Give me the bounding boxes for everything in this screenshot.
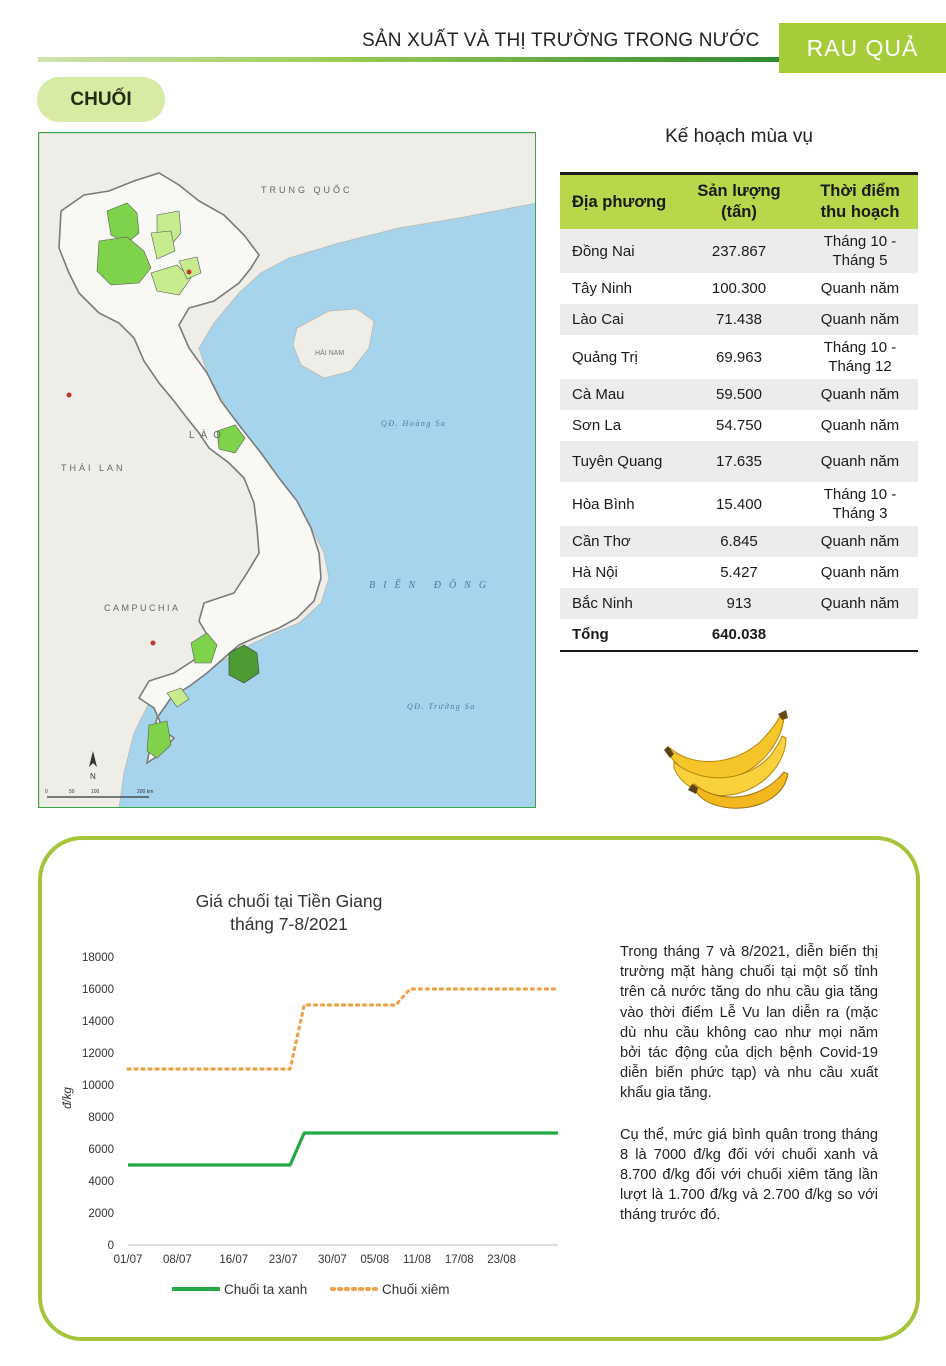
table-row xyxy=(560,273,918,304)
cell-locality: Cần Thơ xyxy=(560,526,676,557)
banana-illustration xyxy=(660,706,792,810)
cell-output: 237.867 xyxy=(676,229,802,273)
market-commentary xyxy=(620,942,878,1247)
cell-harvest: Quanh năm xyxy=(802,410,918,441)
phnom-penh-marker xyxy=(151,641,156,646)
header-rule xyxy=(38,57,780,62)
total-harvest xyxy=(802,619,918,651)
y-tick-label: 4000 xyxy=(88,1176,114,1188)
crop-plan-table xyxy=(560,172,918,652)
col-header-output: Sản lượng (tấn) xyxy=(676,174,802,230)
commodity-badge: CHUỐI xyxy=(37,77,165,122)
cell-output: 100.300 xyxy=(676,273,802,304)
y-tick-label: 18000 xyxy=(82,952,114,964)
cell-locality: Bắc Ninh xyxy=(560,588,676,619)
table-row xyxy=(560,588,918,619)
y-tick-label: 16000 xyxy=(82,984,114,996)
cell-locality: Quảng Trị xyxy=(560,335,676,379)
x-tick-label: 16/07 xyxy=(219,1254,249,1266)
y-tick-label: 8000 xyxy=(88,1112,114,1124)
table-row xyxy=(560,229,918,273)
cell-locality: Tây Ninh xyxy=(560,273,676,304)
price-line-chart xyxy=(50,885,570,1315)
col-header-locality: Địa phương xyxy=(560,174,676,230)
legend-label-chuoi-ta-xanh: Chuối ta xanh xyxy=(224,1282,308,1297)
cell-harvest: Quanh năm xyxy=(802,526,918,557)
cell-output: 71.438 xyxy=(676,304,802,335)
table-row xyxy=(560,335,918,379)
cell-harvest: Quanh năm xyxy=(802,304,918,335)
cell-output: 59.500 xyxy=(676,379,802,410)
map-label-hoang-sa: QĐ. Hoàng Sa xyxy=(381,419,447,428)
legend-label-chuoi-xiem: Chuối xiêm xyxy=(382,1282,450,1297)
total-output: 640.038 xyxy=(676,619,802,651)
vientiane-marker xyxy=(67,393,72,398)
x-tick-label: 23/08 xyxy=(487,1254,516,1266)
map-label-china: TRUNG QUỐC xyxy=(261,185,353,195)
cell-output: 17.635 xyxy=(676,441,802,482)
table-total-row xyxy=(560,619,918,651)
map-label-hainan: HẢI NAM xyxy=(315,350,345,357)
cell-harvest: Quanh năm xyxy=(802,273,918,304)
map-label-cambodia: CAMPUCHIA xyxy=(104,603,181,613)
x-tick-label: 11/08 xyxy=(403,1254,431,1266)
cell-harvest: Quanh năm xyxy=(802,557,918,588)
capital-marker xyxy=(187,270,192,275)
map-label-laos: LÀO xyxy=(189,430,228,441)
cell-harvest: Tháng 10 - Tháng 12 xyxy=(802,335,918,379)
x-tick-label: 08/07 xyxy=(162,1254,192,1266)
x-tick-label: 05/08 xyxy=(360,1254,390,1266)
x-tick-label: 17/08 xyxy=(444,1254,474,1266)
x-tick-label: 23/07 xyxy=(268,1254,298,1266)
commentary-paragraph-1: Trong tháng 7 và 8/2021, diễn biến thị trường mặt hàng chuối tại một số tỉnh trên cả nước tăng do nhu cầu gia tăng vào thời điểm Lễ Vu lan diễn ra (mặc dù nhu cầu không cao như mọi năm bởi tác động của dịch bệnh Covid-19 diễn biến phức tạp) và nhu cầu xuất khẩu gia tăng. xyxy=(620,944,878,1102)
chart-title-line2: tháng 7-8/2021 xyxy=(230,914,348,934)
table-row xyxy=(560,410,918,441)
commentary-paragraph-2: Cụ thể, mức giá bình quân trong tháng 8 là 7000 đ/kg đối với chuối xanh và 8.700 đ/kg đối với chuối xiêm tăng lần lượt là 1.700 đ/kg và 2.700 đ/kg so với tháng trước đó. xyxy=(620,1126,878,1224)
cell-locality: Hà Nội xyxy=(560,557,676,588)
cell-output: 6.845 xyxy=(676,526,802,557)
cell-harvest: Tháng 10 - Tháng 5 xyxy=(802,229,918,273)
chart-title-line1: Giá chuối tại Tiền Giang xyxy=(195,891,383,911)
col-header-harvest: Thời điểm thu hoạch xyxy=(802,174,918,230)
x-tick-label: 30/07 xyxy=(318,1254,347,1266)
cell-locality: Sơn La xyxy=(560,410,676,441)
y-tick-label: 2000 xyxy=(88,1208,114,1220)
cell-harvest: Quanh năm xyxy=(802,588,918,619)
section-tag: RAU QUẢ xyxy=(779,23,946,73)
cell-locality: Tuyên Quang xyxy=(560,441,676,482)
scale-label-0: 0 xyxy=(45,789,48,795)
cell-harvest: Quanh năm xyxy=(802,441,918,482)
map-label-thailand: THÁI LAN xyxy=(61,463,126,473)
y-axis-label: đ/kg xyxy=(62,1087,74,1109)
cell-locality: Cà Mau xyxy=(560,379,676,410)
north-label: N xyxy=(90,772,96,781)
cell-locality: Hòa Bình xyxy=(560,482,676,526)
y-tick-label: 0 xyxy=(107,1240,114,1252)
table-row xyxy=(560,441,918,482)
cell-locality: Lào Cai xyxy=(560,304,676,335)
series-line-chuoi-xiem xyxy=(128,989,558,1069)
table-row xyxy=(560,482,918,526)
cell-output: 54.750 xyxy=(676,410,802,441)
scale-label-200: 200 km xyxy=(137,789,154,795)
vietnam-map xyxy=(38,132,536,808)
cell-harvest: Quanh năm xyxy=(802,379,918,410)
cell-output: 15.400 xyxy=(676,482,802,526)
table-row xyxy=(560,526,918,557)
scale-label-100: 100 xyxy=(91,789,100,795)
y-tick-label: 14000 xyxy=(82,1016,114,1028)
cell-harvest: Tháng 10 - Tháng 3 xyxy=(802,482,918,526)
scale-label-50: 50 xyxy=(69,789,75,795)
total-label: Tổng xyxy=(560,619,676,651)
y-tick-label: 12000 xyxy=(82,1048,114,1060)
table-row xyxy=(560,557,918,588)
table-row xyxy=(560,304,918,335)
table-title: Kế hoạch mùa vụ xyxy=(665,126,813,147)
y-tick-label: 10000 xyxy=(82,1080,114,1092)
map-label-truong-sa: QĐ. Trường Sa xyxy=(407,702,476,711)
cell-locality: Đồng Nai xyxy=(560,229,676,273)
section-title: SẢN XUẤT VÀ THỊ TRƯỜNG TRONG NƯỚC xyxy=(362,30,760,51)
series-line-chuoi-ta-xanh xyxy=(128,1133,558,1165)
cell-output: 69.963 xyxy=(676,335,802,379)
x-tick-label: 01/07 xyxy=(113,1254,143,1266)
cell-output: 913 xyxy=(676,588,802,619)
y-tick-label: 6000 xyxy=(88,1144,114,1156)
map-label-east-sea: BIỂN ĐÔNG xyxy=(369,580,495,591)
cell-output: 5.427 xyxy=(676,557,802,588)
table-row xyxy=(560,379,918,410)
